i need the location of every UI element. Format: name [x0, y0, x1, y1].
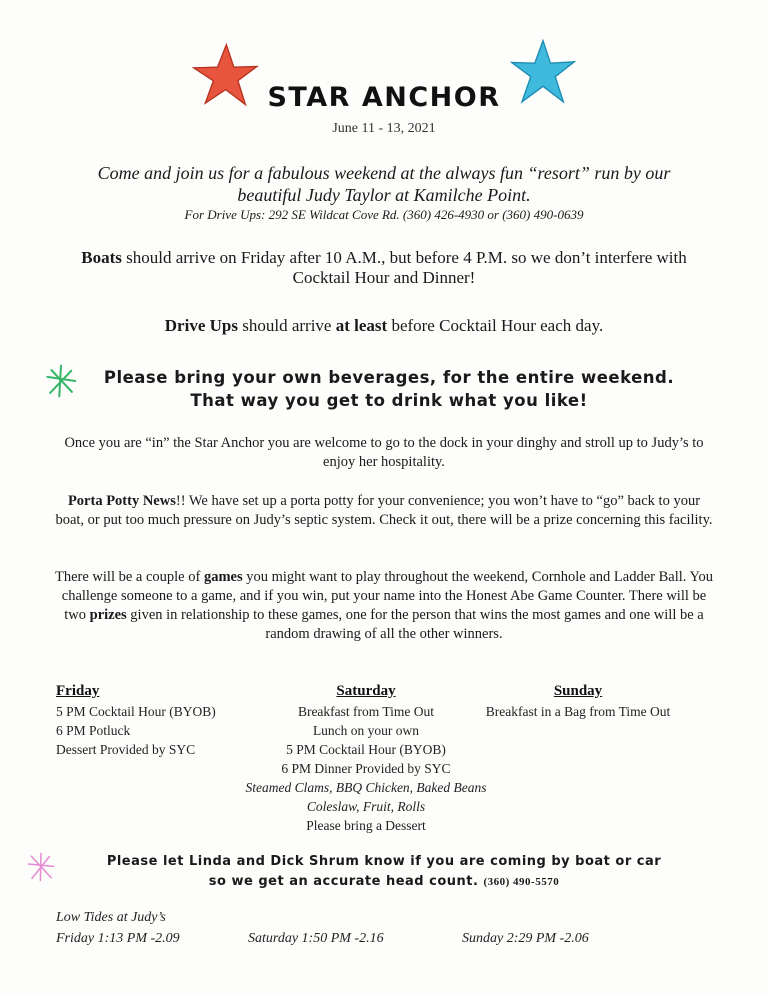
games-paragraph	[50, 568, 718, 644]
head-count-line-1: Please let Linda and Dick Shrum know if you are coming by boat or car	[106, 854, 662, 869]
intro-line-2: beautiful Judy Taylor at Kamilche Point.	[237, 185, 531, 205]
saturday-heading: Saturday	[336, 683, 396, 699]
friday-heading: Friday	[56, 683, 100, 699]
saturday-item: Breakfast from Time Out	[297, 704, 435, 719]
friday-item: 6 PM Potluck	[56, 723, 131, 738]
games-text-1: There will be a couple of	[54, 569, 204, 585]
friday-item: Dessert Provided by SYC	[56, 742, 196, 757]
drive-ups-text: should arrive	[237, 316, 336, 335]
saturday-item: Lunch on your own	[312, 723, 420, 738]
saturday-menu: Steamed Clams, BBQ Chicken, Baked Beans	[245, 780, 487, 795]
saturday-menu: Coleslaw, Fruit, Rolls	[306, 799, 426, 814]
sunday-schedule	[458, 680, 698, 721]
tide-sunday: Sunday 2:29 PM -2.06	[462, 931, 589, 946]
boats-text: should arrive on Friday after 10 A.M., but before 4 P.M. so we don’t interfere with Cocktail Hour and Dinner!	[121, 248, 687, 287]
games-emphasis: games	[203, 569, 243, 585]
sunday-item: Breakfast in a Bag from Time Out	[485, 704, 671, 719]
games-text-2: you might want to play throughout the weekend, Cornhole and Ladder Ball. You challenge someone to a game, and if you win, put your name into the Honest Abe Game Counter. There will be two	[61, 569, 713, 623]
drive-ups-emphasis: at least	[335, 316, 388, 335]
saturday-dessert-note: Please bring a Dessert	[306, 818, 426, 833]
drive-up-address: For Drive Ups: 292 SE Wildcat Cove Rd. (360) 426-4930 or (360) 490-0639	[184, 207, 584, 222]
tide-saturday: Saturday 1:50 PM -2.16	[248, 931, 384, 946]
low-tides-heading: Low Tides at Judy’s	[56, 910, 166, 925]
contact-phone: (360) 490-5570	[483, 876, 560, 888]
friday-item: 5 PM Cocktail Hour (BYOB)	[56, 704, 216, 719]
drive-ups-paragraph	[0, 316, 768, 336]
porta-potty-label: Porta Potty News	[67, 493, 176, 509]
sunday-heading: Sunday	[553, 683, 603, 699]
page-title: STAR ANCHOR	[267, 82, 501, 113]
intro-text	[54, 162, 714, 206]
drive-ups-text-end: before Cocktail Hour each day.	[387, 316, 604, 335]
prizes-emphasis: prizes	[89, 607, 127, 623]
boats-paragraph	[60, 248, 708, 288]
saturday-item: 5 PM Cocktail Hour (BYOB)	[286, 742, 446, 757]
drive-ups-label: Drive Ups	[164, 316, 238, 335]
head-count-line-2: so we get an accurate head count.	[208, 874, 479, 889]
porta-potty-paragraph	[54, 492, 714, 530]
head-count-notice	[40, 852, 728, 892]
games-text-3: given in relationship to these games, one for the person that wins the most games and one will be a random drawing of all the other winners.	[126, 607, 704, 642]
boats-label: Boats	[81, 248, 122, 267]
porta-potty-text: !! We have set up a porta potty for your convenience; you won’t have to “go” back to your boat, or put too much pressure on Judy’s septic system. Check it out, there will be a prize concerning this facility.	[55, 493, 713, 528]
beverages-notice: Please bring your own beverages, for the entire weekend. That way you get to drink what you like!	[103, 368, 675, 410]
intro-line-1: Come and join us for a fabulous weekend at the always fun “resort” run by our	[97, 163, 671, 183]
dock-paragraph: Once you are “in” the Star Anchor you are welcome to go to the dock in your dinghy and stroll up to Judy’s to enjoy her hospitality.	[64, 435, 704, 470]
saturday-item: 6 PM Dinner Provided by SYC	[281, 761, 451, 776]
green-star-icon	[44, 360, 78, 402]
event-dates: June 11 - 13, 2021	[332, 121, 436, 136]
tide-friday: Friday 1:13 PM -2.09	[56, 931, 180, 946]
